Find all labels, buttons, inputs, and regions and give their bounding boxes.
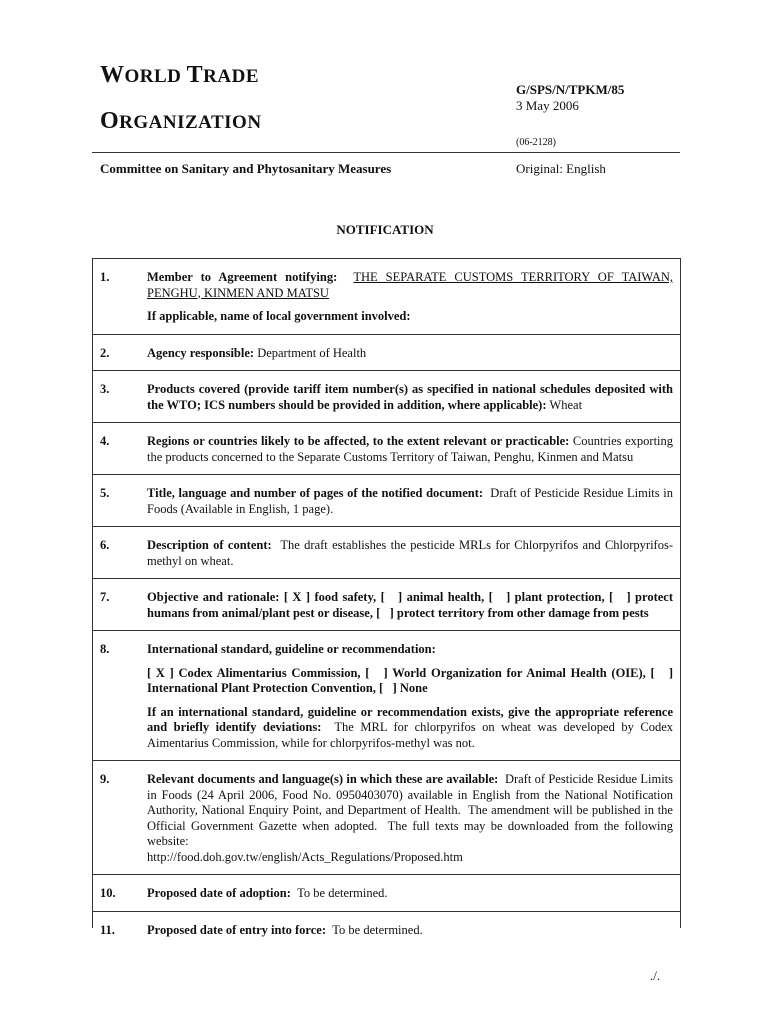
table-row [92, 631, 681, 761]
table-row [92, 875, 681, 912]
header-divider [92, 152, 680, 153]
table-row [92, 334, 681, 371]
item-number: 1. [100, 270, 110, 284]
org-title-initial-w: W [100, 62, 125, 88]
item-number: 2. [100, 345, 110, 360]
document-reference [516, 82, 624, 114]
item-label: Title, language and number of pages of the notified document: [147, 486, 484, 500]
table-row [92, 475, 681, 527]
org-title-rest-orld: ORLD [124, 66, 187, 87]
job-number: (06-2128) [516, 137, 556, 148]
item-label: Relevant documents and language(s) in which these are available: [147, 772, 499, 786]
document-symbol: G/SPS/N/TPKM/85 [516, 82, 625, 97]
item-number: 10. [100, 886, 116, 900]
item-sub-label: If an international standard, guideline or recommendation exists, give the appropriate reference and briefly identify deviations: [147, 704, 673, 734]
table-row [92, 579, 681, 631]
item-value: Draft of Pesticide Residue Limits in Foods (Available in English, 1 page). [147, 486, 673, 516]
item-label: Proposed date of entry into force: [147, 922, 327, 937]
item-number: 5. [100, 486, 110, 500]
item-value: Draft of Pesticide Residue Limits in Foods (24 April 2006, Food No. 0950403070) available in English from the National Notification Authority, National Enquiry Point, and Department of Health. The amendment will be published in the Official Government Gazette when adopted. The full texts may be downloaded from the following website: [147, 772, 677, 848]
table-row [92, 259, 681, 335]
item-value: Department of Health [257, 345, 367, 360]
item-number: 3. [100, 382, 110, 396]
item-value: Countries exporting the products concerned to the Separate Customs Territory of Taiwan, Penghu, Kinmen and Matsu [147, 434, 674, 464]
table-row [92, 527, 681, 579]
item-label: Description of content: [147, 538, 272, 552]
item-number: 4. [100, 434, 110, 448]
item-label: International standard, guideline or recommendation: [147, 642, 436, 656]
item-label: Agency responsible: [147, 345, 255, 360]
item-label: Regions or countries likely to be affected, to the extent relevant or practicable: [147, 434, 570, 448]
org-title-initial-t: T [186, 62, 204, 88]
item-value: Wheat [549, 397, 583, 412]
item-number: 7. [100, 590, 110, 604]
org-title-rest-rganization: RGANIZATION [119, 112, 262, 133]
table-row [92, 423, 681, 475]
org-title-line1 [100, 62, 259, 89]
continuation-mark: ./. [650, 968, 661, 983]
item-label: Products covered (provide tariff item number(s) as specified in national schedules deposited with the WTO; ICS numbers should be provided in addition, where applicable): [147, 382, 673, 412]
committee-name: Committee on Sanitary and Phytosanitary Measures [100, 161, 392, 176]
page-title: NOTIFICATION [336, 222, 434, 237]
item-number: 6. [100, 538, 110, 552]
item-number: 11. [100, 922, 115, 937]
item-value: To be determined. [297, 886, 388, 900]
table-row [92, 371, 681, 423]
item-sub-label: If applicable, name of local government involved: [147, 309, 411, 323]
item-value: To be determined. [332, 922, 423, 937]
table-row [92, 761, 681, 875]
table-row [92, 911, 681, 947]
org-title-line2 [100, 108, 262, 135]
org-title-initial-o: O [100, 108, 120, 134]
item-number: 8. [100, 642, 110, 656]
item-value: THE SEPARATE CUSTOMS TERRITORY OF TAIWAN, PENGHU, KINMEN AND MATSU [147, 270, 673, 300]
item-label: Member to Agreement notifying: [147, 270, 338, 284]
item-options: [ X ] Codex Alimentarius Commission, [ ] World Organization for Animal Health (OIE), [ ] International Plant Protection Convention, [ ] None [147, 665, 677, 695]
item-number: 9. [100, 772, 110, 786]
item-value: The draft establishes the pesticide MRLs for Chlorpyrifos and Chlorpyrifos-methyl on wheat. [147, 538, 673, 568]
document-url-link[interactable]: http://food.doh.gov.tw/english/Acts_Regulations/Proposed.htm [147, 849, 463, 864]
item-label: Objective and rationale: [ X ] food safety, [ ] animal health, [ ] plant protection, [ ] protect humans from animal/plant pest or disease, [ ] protect territory from other damage from pests [147, 590, 677, 620]
org-title-rest-rade: RADE [203, 66, 260, 87]
notification-table [92, 258, 681, 947]
item-sub-value: The MRL for chlorpyrifos on wheat was developed by Codex Aimentarius Commission, while for chlorpyrifos-methyl was not. [147, 720, 673, 750]
original-language: Original: English [516, 161, 606, 176]
item-label: Proposed date of adoption: [147, 886, 291, 900]
document-date: 3 May 2006 [516, 98, 579, 113]
